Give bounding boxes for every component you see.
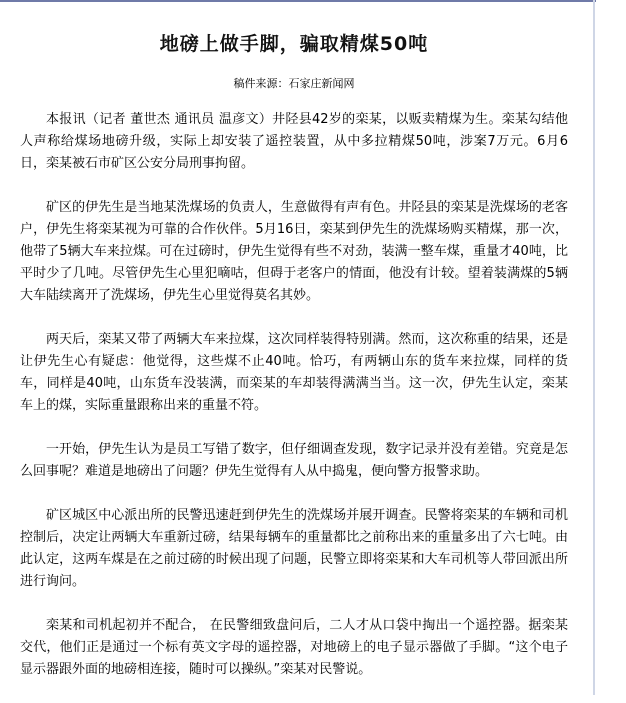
paragraph: 两天后，栾某又带了两辆大车来拉煤，这次同样装得特别满。然而，这次称重的结果，还是让伊先生心有疑虑：他觉得，这些煤不止40吨。恰巧，有两辆山东的货车来拉煤，同样的货车，同样是40吨，山东货车没装满，而栾某的车却装得满满当当。这一次，伊先生认定，栾某车上的煤，实际重量跟称出来的重量不符。 <box>20 332 568 413</box>
right-border <box>593 0 595 695</box>
paragraph: 本报讯（记者 董世杰 通讯员 温彦文）井陉县42岁的栾某，以贩卖精煤为生。栾某勾结他人声称给煤场地磅升级，实际上却安装了遥控装置，从中多拉精煤50吨，涉案7万元。6月6日，栾某被石市矿区公安分局刑事拘留。 <box>20 112 568 171</box>
article-body <box>20 109 568 681</box>
top-border <box>0 0 596 2</box>
article-title: 地磅上做手脚，骗取精煤50吨 <box>159 33 429 55</box>
paragraph: 栾某和司机起初并不配合， 在民警细致盘问后，二人才从口袋中掏出一个遥控器。据栾某交代，他们正是通过一个标有英文字母的遥控器，对地磅上的电子显示器做了手脚。“这个电子显示器跟外面的地磅相连接，随时可以操纵。”栾某对民警说。 <box>20 618 568 677</box>
article-source: 稿件来源：石家庄新闻网 <box>233 77 355 90</box>
paragraph: 矿区的伊先生是当地某洗煤场的负责人，生意做得有声有色。井陉县的栾某是洗煤场的老客户，伊先生将栾某视为可靠的合作伙伴。5月16日，栾某到伊先生的洗煤场购买精煤，那一次，他带了5辆大车来拉煤。可在过磅时，伊先生觉得有些不对劲，装满一整车煤，重量才40吨，比平时少了几吨。尽管伊先生心里犯嘀咕，但碍于老客户的情面，他没有计较。望着装满煤的5辆大车陆续离开了洗煤场，伊先生心里觉得莫名其妙。 <box>20 200 568 303</box>
paragraph: 矿区城区中心派出所的民警迅速赶到伊先生的洗煤场并展开调查。民警将栾某的车辆和司机控制后，决定让两辆大车重新过磅，结果每辆车的重量都比之前称出来的重量多出了六七吨。由此认定，这两车煤是在之前过磅的时候出现了问题，民警立即将栾某和大车司机等人带回派出所进行询问。 <box>20 508 568 589</box>
paragraph: 一开始，伊先生认为是员工写错了数字，但仔细调查发现，数字记录并没有差错。究竟是怎么回事呢？难道是地磅出了问题？伊先生觉得有人从中捣鬼，便向警方报警求助。 <box>20 442 568 479</box>
article <box>20 28 568 703</box>
